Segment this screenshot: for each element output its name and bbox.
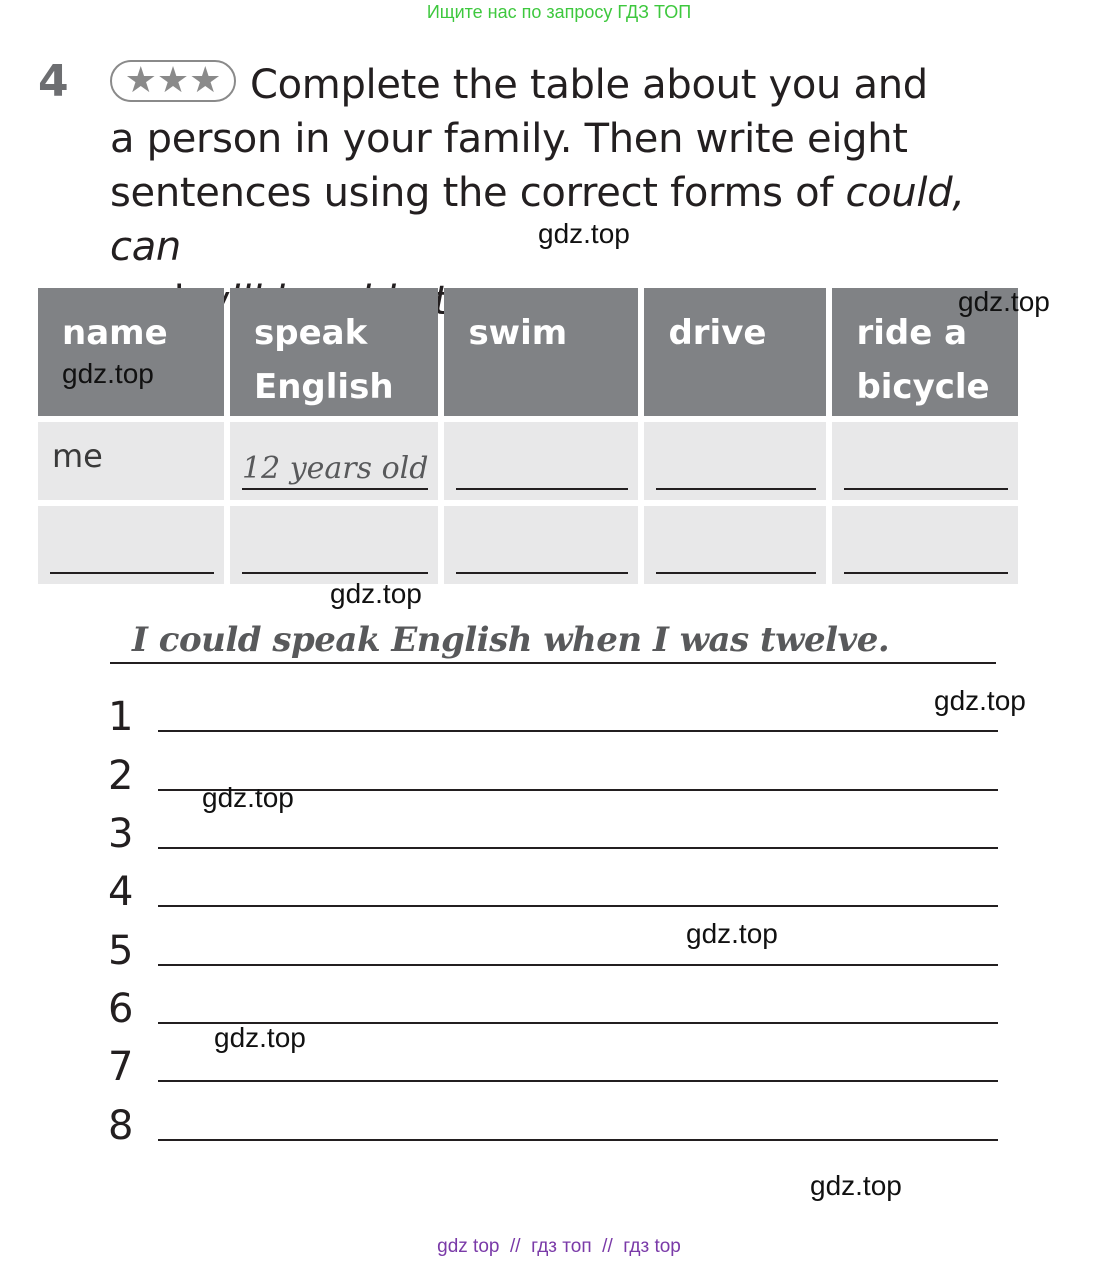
answer-line-3[interactable]: 3 <box>108 799 998 849</box>
watermark: gdz.top <box>330 578 422 609</box>
answer-line-2[interactable]: 2 <box>108 741 998 791</box>
row1-drive[interactable] <box>644 422 826 500</box>
answer-line-6[interactable]: 6 <box>108 974 998 1024</box>
row2-ride-bicycle[interactable] <box>832 506 1018 584</box>
watermark: gdz.top <box>62 358 154 389</box>
header-name: name <box>38 288 224 416</box>
watermark: gdz.top <box>810 1170 902 1201</box>
answer-line-8[interactable]: 8 <box>108 1091 998 1141</box>
answer-line-5[interactable]: 5 <box>108 916 998 966</box>
header-drive: drive <box>644 288 826 416</box>
watermark: gdz.top <box>214 1022 306 1053</box>
instruction-line-3-italic: could, can <box>110 170 965 270</box>
instruction-line-1: Complete the table about you and <box>250 62 928 108</box>
example-sentence: I could speak English when I was twelve. <box>132 620 890 660</box>
exercise-number: 4 <box>38 56 69 107</box>
watermark: gdz.top <box>934 685 1026 716</box>
answer-line-1[interactable]: 1 <box>108 682 998 732</box>
footer: gdz top // гдз топ // гдз top <box>437 1236 681 1257</box>
top-banner: Ищите нас по запросу ГДЗ ТОП <box>426 2 692 22</box>
watermark: gdz.top <box>686 918 778 949</box>
instruction-line-2: a person in your family. Then write eight <box>110 116 908 162</box>
ability-table <box>32 282 1024 590</box>
watermark: gdz.top <box>538 218 630 249</box>
row1-speak-english[interactable] <box>230 422 438 500</box>
answer-line-7[interactable]: 7 <box>108 1032 998 1082</box>
watermark: gdz.top <box>202 782 294 813</box>
row1-speak-english-answer: 12 years old <box>242 451 428 490</box>
row2-speak-english[interactable] <box>230 506 438 584</box>
row2-name[interactable] <box>38 506 224 584</box>
row2-swim[interactable] <box>444 506 638 584</box>
instruction-line-3: sentences using the correct forms of <box>110 170 846 216</box>
three-stars-icon: ★★★ <box>110 60 236 102</box>
watermark: gdz.top <box>958 286 1050 317</box>
header-speak-english: speak English <box>230 288 438 416</box>
header-swim: swim <box>444 288 638 416</box>
header-ride-a-bicycle: ride a bicycle <box>832 288 1018 416</box>
row1-name: me <box>38 422 224 500</box>
row1-swim[interactable] <box>444 422 638 500</box>
row2-drive[interactable] <box>644 506 826 584</box>
answer-line-4[interactable]: 4 <box>108 857 998 907</box>
row1-ride-bicycle[interactable] <box>832 422 1018 500</box>
